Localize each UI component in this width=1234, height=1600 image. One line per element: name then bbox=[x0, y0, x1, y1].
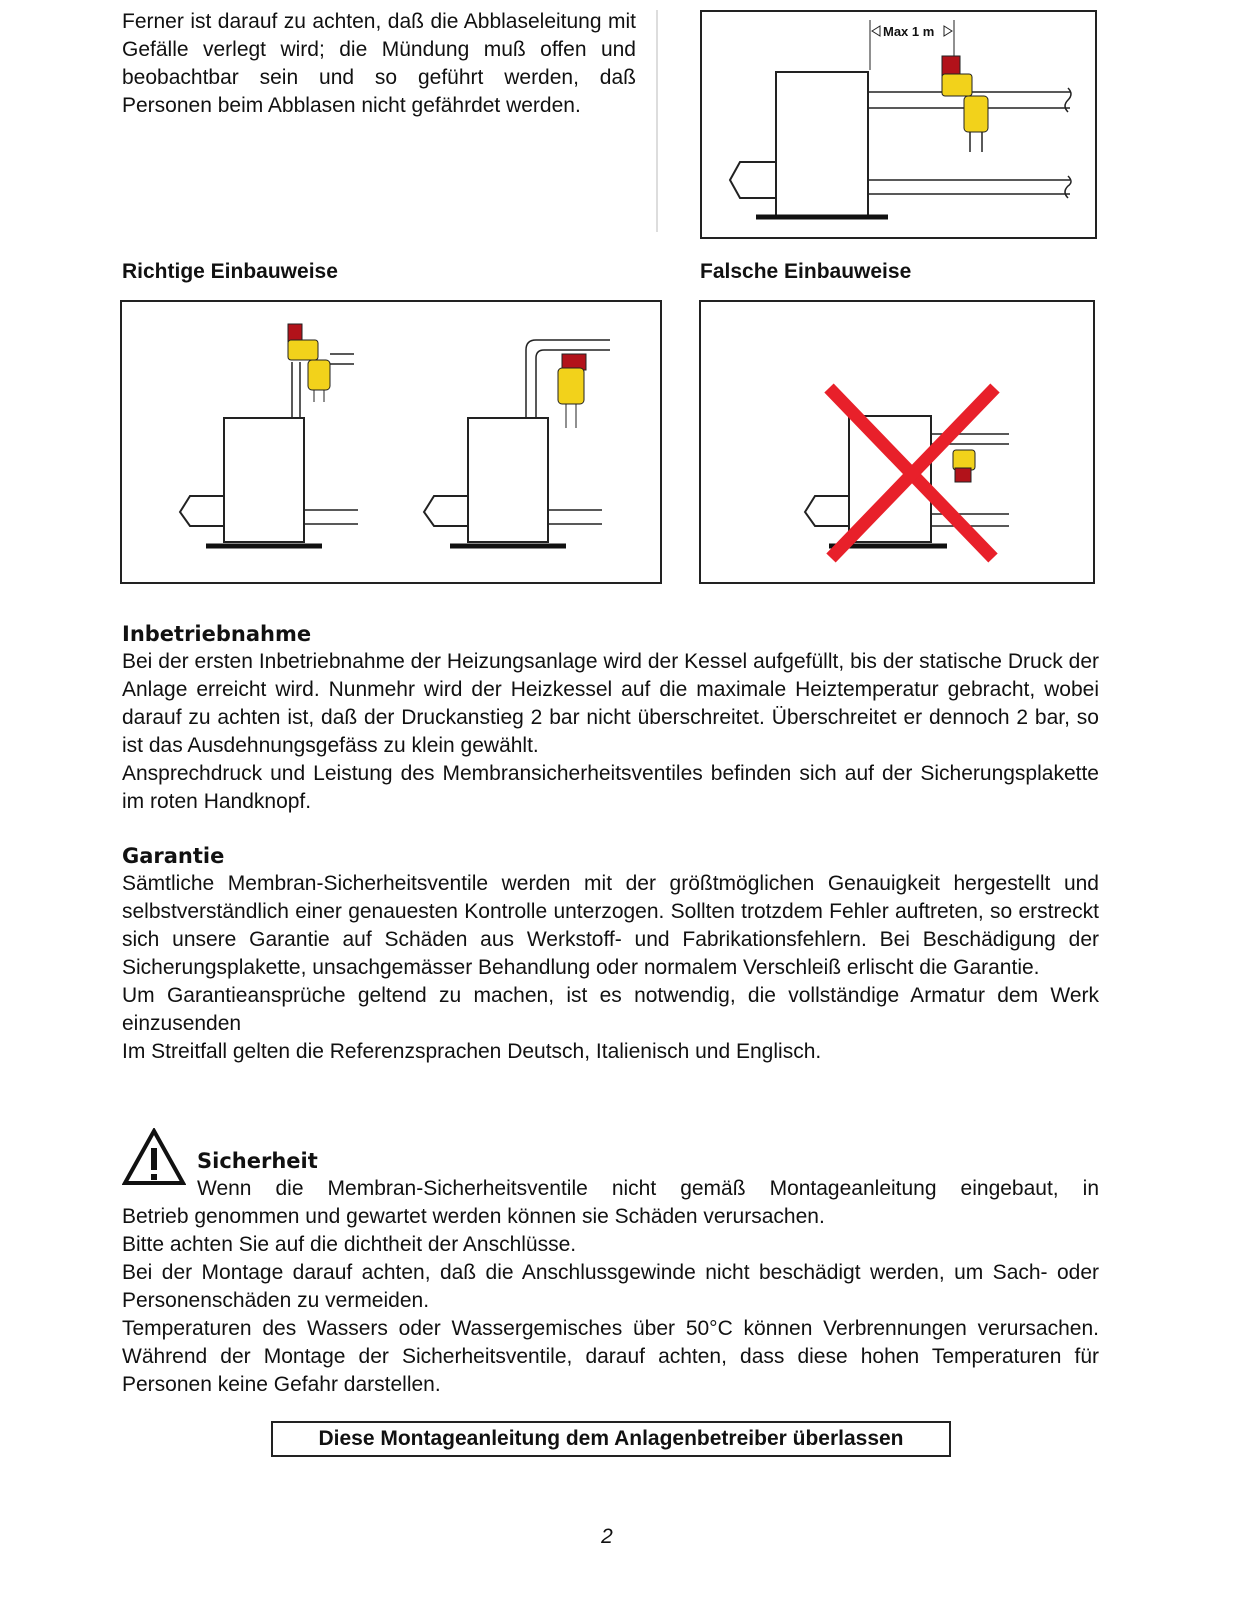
boiler-variant-2 bbox=[424, 340, 610, 546]
correct-installation-diagram bbox=[122, 302, 660, 582]
warranty-section bbox=[122, 842, 1099, 1066]
valve-outlet-yellow bbox=[964, 96, 988, 132]
dimension-arrow-right bbox=[944, 26, 952, 36]
warranty-paragraph-3: Im Streitfall gelten die Referenzsprachen Deutsch, Italienisch und Englisch. bbox=[122, 1040, 822, 1063]
safety-paragraph-1: Betrieb genommen und gewartet werden können sie Schäden verursachen. bbox=[122, 1205, 825, 1228]
burner bbox=[730, 162, 776, 198]
handover-notice-box: Diese Montageanleitung dem Anlagenbetreiber überlassen bbox=[271, 1421, 951, 1457]
commissioning-section bbox=[122, 620, 1099, 816]
wrong-installation-frame bbox=[699, 300, 1095, 584]
correct-installation-title: Richtige Einbauweise bbox=[122, 260, 338, 283]
dimension-label: Max 1 m bbox=[883, 24, 935, 39]
correct-installation-frame bbox=[120, 300, 662, 584]
dimension-arrow-left bbox=[872, 26, 880, 36]
burner bbox=[805, 496, 849, 526]
valve-red-cap bbox=[955, 468, 971, 482]
warranty-paragraph-1: Sämtliche Membran-Sicherheitsventile werden mit der größtmöglichen Genauigkeit hergestellt und selbstverständlich einer genauesten Kontrolle unterzogen. Sollten trotzdem Fehler auftreten, so erstreckt sich unsere Garantie auf Schäden aus Werkstoff- und Fabrikationsfehlern. Bei Beschädigung der Sicherungsplakette, unsachgemässer Behandlung oder normalem Verschleiß erlischt die Garantie. bbox=[122, 872, 1099, 979]
safety-first-line: Wenn die Membran-Sicherheitsventile nicht gemäß Montageanleitung eingebaut, in bbox=[197, 1177, 1099, 1200]
commissioning-paragraph-1: Bei der ersten Inbetriebnahme der Heizungsanlage wird der Kessel aufgefüllt, bis der statische Druck der Anlage erreicht wird. Nunmehr wird der Heizkessel auf die maximale Heiztemperatur gebracht, wobei darauf zu achten ist, daß der Druckanstieg 2 bar nicht überschreitet. Überschreitet er dennoch 2 bar, so ist das Ausdehnungsgefäss zu klein gewählt. bbox=[122, 650, 1099, 757]
warranty-heading: Garantie bbox=[122, 844, 225, 868]
safety-heading: Sicherheit bbox=[197, 1149, 318, 1173]
wrong-installation-diagram bbox=[701, 302, 1093, 582]
boiler-body bbox=[776, 72, 868, 217]
boiler-variant-1 bbox=[180, 324, 358, 546]
column-divider bbox=[656, 10, 658, 232]
top-figure-frame bbox=[700, 10, 1097, 239]
commissioning-heading: Inbetriebnahme bbox=[122, 622, 312, 646]
warning-icon bbox=[122, 1128, 186, 1186]
valve-red-cap bbox=[942, 56, 960, 76]
intro-paragraph: Ferner ist darauf zu achten, daß die Abblaseleitung mit Gefälle verlegt wird; die Mündung muß offen und beobachtbar sein und so geführt werden, daß Personen beim Abblasen nicht gefährdet werden. bbox=[122, 10, 636, 117]
safety-paragraph-4: Temperaturen des Wassers oder Wassergemisches über 50°C können Verbrennungen verursachen. Während der Montage der Sicherheitsventile, darauf achten, dass diese hohen Temperaturen für Personen keine Gefahr darstellen. bbox=[122, 1317, 1099, 1396]
warranty-paragraph-2: Um Garantieansprüche geltend zu machen, ist es notwendig, die vollständige Armatur dem Werk einzusenden bbox=[122, 984, 1099, 1035]
boiler-drain-diagram bbox=[702, 12, 1095, 237]
valve-body-yellow bbox=[942, 74, 972, 96]
safety-paragraph-2: Bitte achten Sie auf die dichtheit der Anschlüsse. bbox=[122, 1233, 577, 1256]
safety-section bbox=[122, 1203, 1099, 1399]
page-number: 2 bbox=[601, 1525, 613, 1548]
valve-body-yellow bbox=[953, 450, 975, 470]
commissioning-paragraph-2: Ansprechdruck und Leistung des Membransicherheitsventiles befinden sich auf der Sicherungsplakette im roten Handknopf. bbox=[122, 762, 1099, 813]
wrong-installation-title: Falsche Einbauweise bbox=[700, 260, 912, 283]
safety-paragraph-3: Bei der Montage darauf achten, daß die Anschlussgewinde nicht beschädigt werden, um Sach- oder Personenschäden zu vermeiden. bbox=[122, 1261, 1099, 1312]
